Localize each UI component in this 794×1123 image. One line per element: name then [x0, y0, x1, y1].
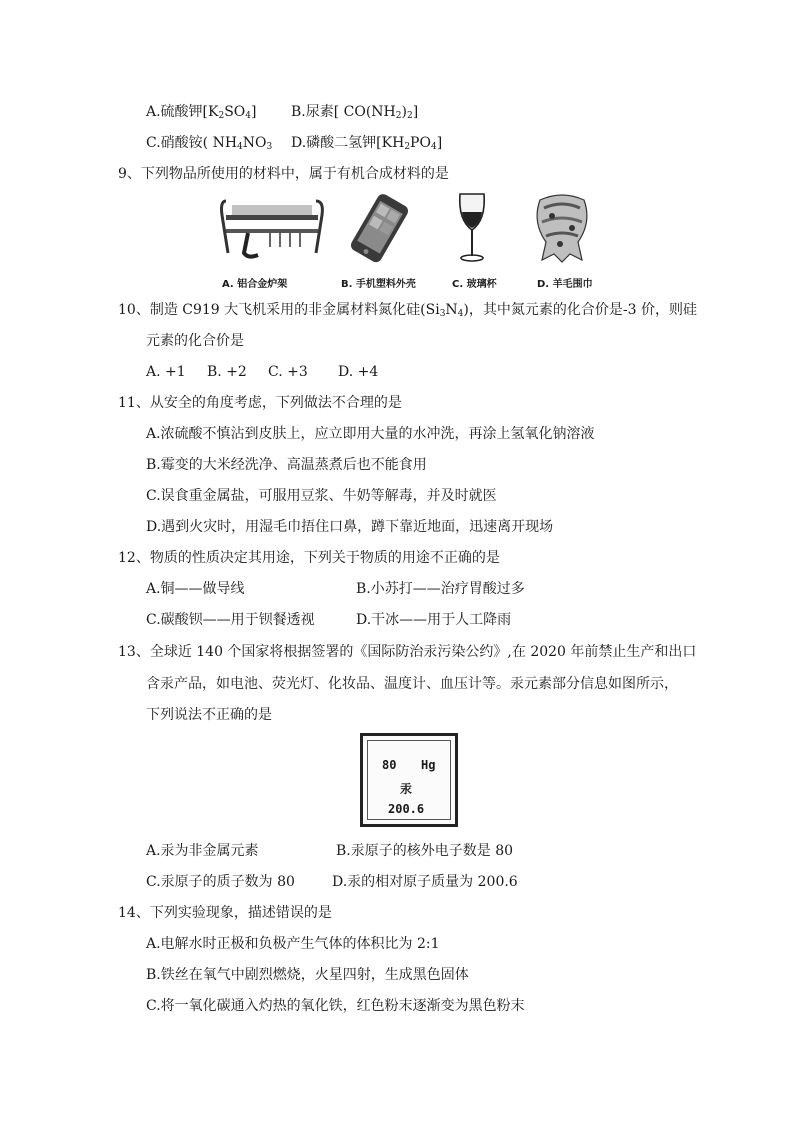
q10-option-b: B. +2 — [207, 364, 247, 380]
q14-option-a: A.电解水时正极和负极产生气体的体积比为 2:1 — [146, 936, 440, 952]
q10-option-c: C. +3 — [268, 364, 308, 380]
q8-d-post: ] — [436, 135, 443, 151]
q10-option-d: D. +4 — [338, 364, 379, 380]
q8-b-sub2: 2 — [406, 111, 413, 121]
q12-option-c: C.碳酸钡——用于钡餐透视 — [146, 612, 315, 628]
q13-stem-line3: 下列说法不正确的是 — [146, 707, 272, 723]
q10-stem-pre: 10、制造 C919 大飞机采用的非金属材料氮化硅(Si — [118, 302, 440, 318]
q8-option-d — [291, 133, 442, 153]
q10-stem — [118, 300, 697, 320]
q10-mid: N — [445, 302, 458, 318]
element-symbol: Hg — [421, 758, 436, 772]
element-number: 80 — [382, 758, 397, 772]
q8-b-sub1: 2 — [395, 111, 402, 121]
phone-case-image — [344, 192, 414, 266]
q8-a-mid: SO — [224, 104, 246, 120]
q8-option-c — [146, 133, 272, 153]
q13-stem-line2: 含汞产品，如电池、荧光灯、化妆品、温度计、血压计等。汞元素部分信息如图所示， — [146, 676, 678, 692]
q10-option-a: A. +1 — [146, 364, 186, 380]
q12-stem: 12、物质的性质决定其用途，下列关于物质的用途不正确的是 — [118, 550, 500, 566]
q8-b-post: ] — [412, 104, 419, 120]
q8-a-sub2: 4 — [245, 111, 252, 121]
q11-option-c: C.误食重金属盐，可服用豆浆、牛奶等解毒，并及时就医 — [146, 488, 497, 504]
wool-scarf-image — [526, 192, 598, 266]
q8-option-b — [291, 102, 418, 122]
q12-option-a: A.铜——做导线 — [146, 581, 245, 597]
q9-stem: 9、下列物品所使用的材料中，属于有机合成材料的是 — [118, 166, 449, 182]
q8-c-mid: NO — [242, 135, 267, 151]
q8-option-a — [146, 102, 257, 122]
q9-caption-d: D. 羊毛围巾 — [537, 279, 593, 290]
q14-stem: 14、下列实验现象，描述错误的是 — [118, 905, 332, 921]
element-name: 汞 — [400, 782, 413, 796]
q8-b-text: B.尿素[ CO(NH — [291, 104, 396, 120]
q10-stem-line2: 元素的化合价是 — [146, 333, 244, 349]
q11-option-d: D.遇到火灾时，用湿毛巾捂住口鼻，蹲下靠近地面，迅速离开现场 — [146, 519, 554, 535]
glass-cup-image — [452, 190, 492, 266]
q8-c-text: C.硝酸铵( NH — [146, 135, 238, 151]
q8-a-post: ] — [251, 104, 257, 120]
q14-option-b: B.铁丝在氧气中剧烈燃烧，火星四射，生成黑色固体 — [146, 967, 469, 983]
q11-option-b: B.霉变的大米经洗净、高温蒸煮后也不能食用 — [146, 457, 427, 473]
q13-option-d: D.汞的相对原子质量为 200.6 — [332, 874, 518, 890]
q8-c-sub1: 4 — [237, 142, 243, 152]
q13-option-b: B.汞原子的核外电子数是 80 — [336, 843, 514, 859]
q8-c-sub2: 3 — [266, 142, 273, 152]
q13-option-a: A.汞为非金属元素 — [146, 843, 259, 859]
aluminum-rack-image — [218, 195, 326, 263]
q9-caption-a: A. 铝合金炉架 — [222, 279, 288, 290]
q8-d-sub1: 2 — [404, 142, 411, 152]
element-mass: 200.6 — [388, 802, 425, 816]
q11-option-a: A.浓硫酸不慎沾到皮肤上，应立即用大量的水冲洗，再涂上氢氧化钠溶液 — [146, 426, 595, 442]
q9-caption-b: B. 手机塑料外壳 — [341, 279, 416, 290]
q8-d-mid: PO — [410, 135, 431, 151]
q8-d-text: D.磷酸二氢钾[KH — [291, 135, 405, 151]
q14-option-c: C.将一氧化碳通入灼热的氧化铁，红色粉末逐渐变为黑色粉末 — [146, 998, 525, 1014]
q13-option-c: C.汞原子的质子数为 80 — [146, 874, 295, 890]
q10-sub2: 4 — [457, 309, 464, 319]
q10-sub1: 3 — [439, 309, 446, 319]
q8-a-text: A.硫酸钾[K — [146, 104, 219, 120]
q9-caption-c: C. 玻璃杯 — [452, 279, 497, 290]
q12-option-d: D.干冰——用于人工降雨 — [356, 612, 512, 628]
q8-d-sub2: 4 — [430, 142, 437, 152]
q13-stem-line1: 13、全球近 140 个国家将根据签署的《国际防治汞污染公约》,在 2020 年前禁止生产和出口 — [118, 644, 697, 660]
q12-option-b: B.小苏打——治疗胃酸过多 — [356, 581, 525, 597]
q8-b-mid: ) — [401, 104, 407, 120]
q10-stem-post: )，其中氮元素的化合价是-3 价，则硅 — [463, 302, 697, 318]
q8-a-sub1: 2 — [218, 111, 225, 121]
q11-stem: 11、从安全的角度考虑，下列做法不合理的是 — [118, 395, 402, 411]
